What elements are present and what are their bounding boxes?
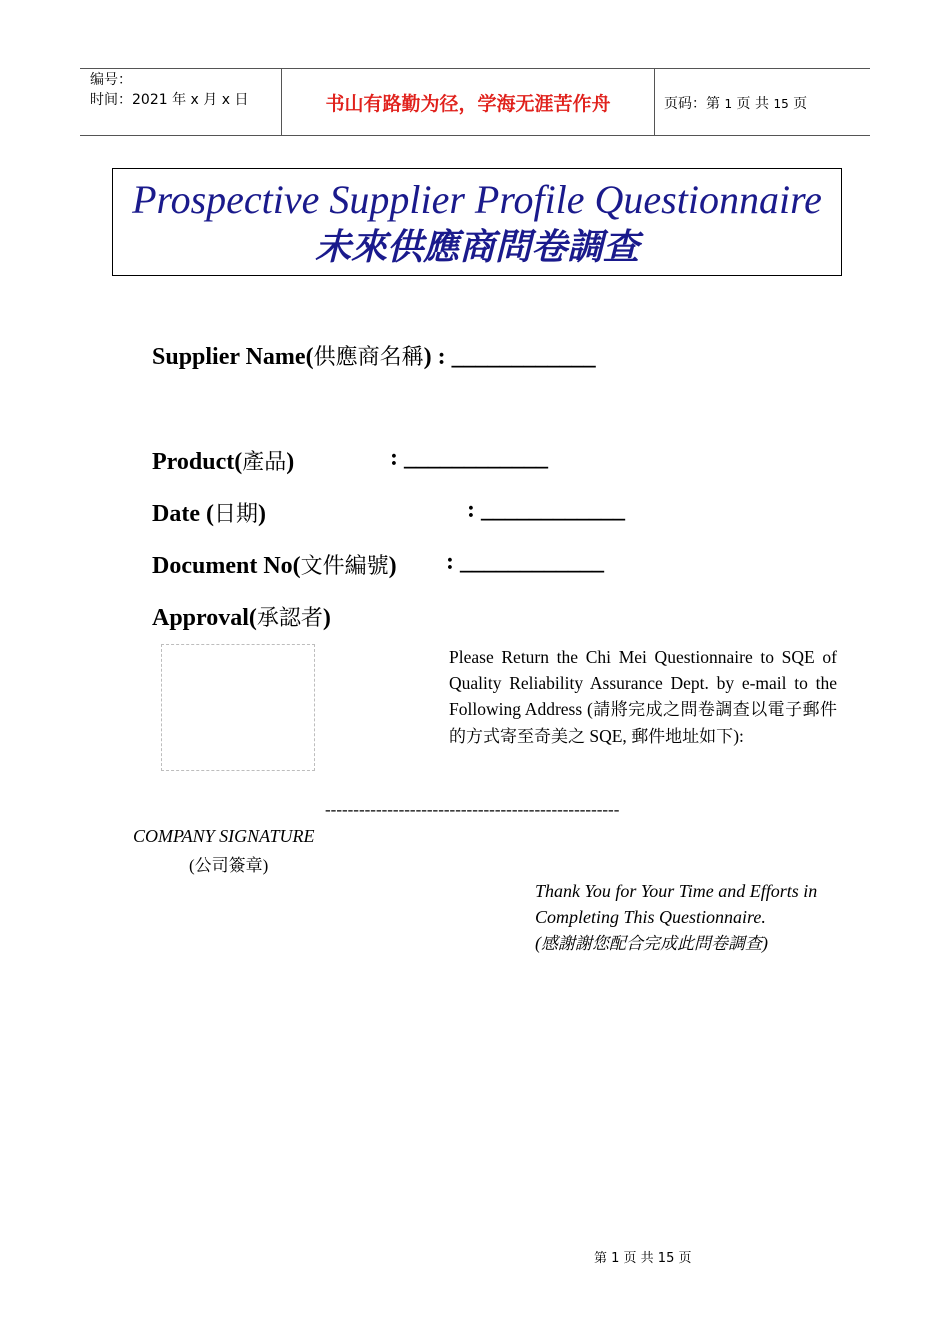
header-page-total: 15 [773, 97, 789, 111]
thank-you-note: Thank You for Your Time and Efforts in Completing This Questionnaire. (感謝謝您配合完成此問卷調查) [535, 878, 845, 957]
title-chinese: 未來供應商問卷調查 [314, 227, 639, 268]
document-no-label: Document No(文件編號) [152, 553, 397, 579]
header-page-number: 1 [724, 97, 733, 111]
header-number-label: 编号： [90, 72, 132, 88]
title-english: Prospective Supplier Profile Questionnaire [132, 177, 822, 222]
company-signature-label: COMPANY SIGNATURE [133, 826, 315, 846]
thank-you-note-zh: (感謝謝您配合完成此問卷調查) [535, 933, 768, 954]
product-field[interactable]: : ____________ [390, 445, 548, 471]
header-divider-right [654, 69, 655, 136]
header-time-label: 时间：2021 年 x 月 x 日 [90, 92, 249, 108]
signature-box[interactable] [161, 644, 315, 771]
document-no-field[interactable]: : ____________ [446, 549, 604, 575]
return-instructions: Please Return the Chi Mei Questionnaire to SQE of Quality Reliability Assurance Dept. by e-mail to the Following Address (請將完成之問卷調查以電子郵件的方式寄至奇美之 SQE, 郵件地址如下): [449, 647, 837, 747]
company-signature-label-zh: (公司簽章) [189, 856, 269, 876]
header-page-info: 页码：第 1 页 共 15 页 [664, 96, 808, 112]
supplier-name-field[interactable]: Supplier Name(供應商名稱) : ____________ [152, 344, 596, 370]
signature-line: ---------------------------------------------------- [325, 800, 620, 819]
date-field[interactable]: : ____________ [467, 497, 625, 523]
header-meta [90, 70, 248, 110]
product-label: Product(產品) [152, 449, 295, 475]
title-box [112, 168, 842, 276]
header-motto: 书山有路勤为径，学海无涯苦作舟 [325, 93, 611, 115]
page-footer: 第 1 页 共 15 页 [594, 1251, 692, 1266]
approval-label: Approval(承認者) [152, 605, 331, 631]
date-label: Date (日期) [152, 501, 266, 527]
